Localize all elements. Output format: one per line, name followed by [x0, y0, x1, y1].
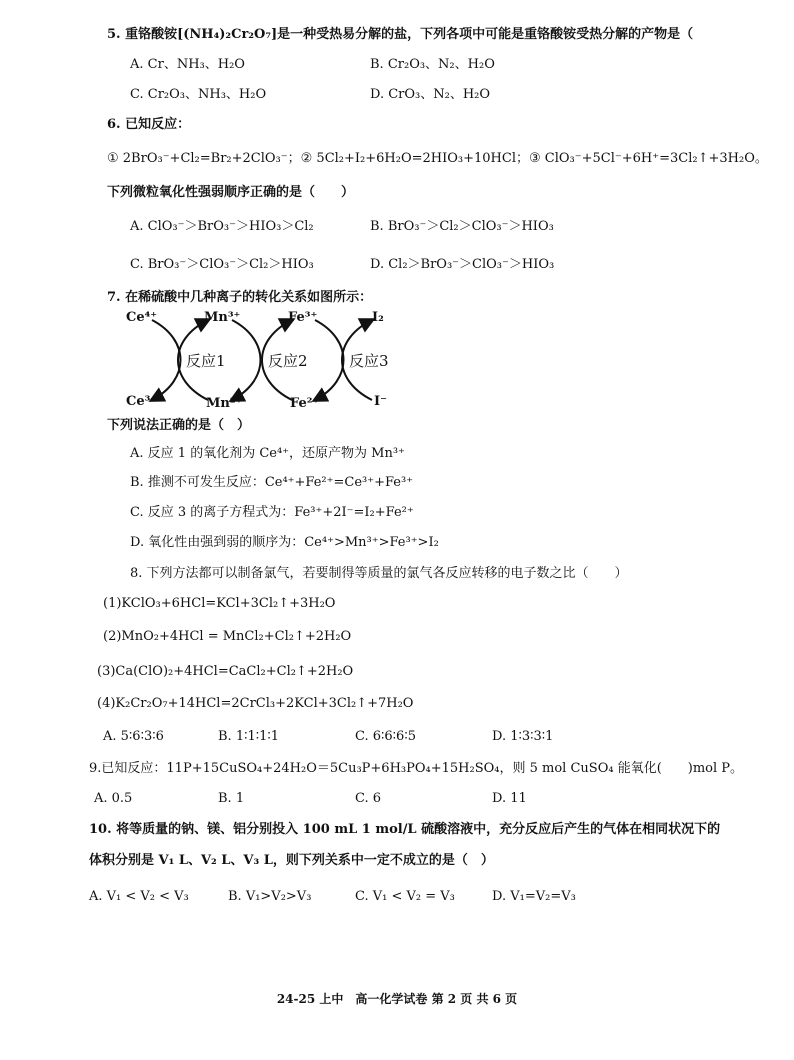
- q9-option-d: D. 11: [492, 791, 527, 806]
- q8-option-a: A. 5∶6∶3∶6: [103, 729, 164, 744]
- arrow-fe3-to-fe2: [315, 320, 344, 400]
- q10-stem-line1: 10. 将等质量的钠、镁、铝分别投入 100 mL 1 mol/L 硫酸溶液中，充分反应后产生的气体在相同状况下的: [89, 822, 721, 837]
- q6-option-c: C. BrO₃⁻＞ClO₃⁻＞Cl₂＞HIO₃: [130, 257, 314, 272]
- arrow-mn3-to-mn2: [232, 320, 261, 400]
- q8-reaction-3: (3)Ca(ClO)₂+4HCl=CaCl₂+Cl₂↑+2H₂O: [97, 664, 354, 679]
- q6-reactions: ① 2BrO₃⁻+Cl₂=Br₂+2ClO₃⁻；② 5Cl₂+I₂+6H₂O=2HIO₃+10HCl；③ ClO₃⁻+5Cl⁻+6H⁺=3Cl₂↑+3H₂O。: [107, 151, 768, 166]
- q8-reaction-1: (1)KClO₃+6HCl=KCl+3Cl₂↑+3H₂O: [103, 596, 336, 611]
- q6-option-d: D. Cl₂＞BrO₃⁻＞ClO₃⁻＞HIO₃: [370, 257, 555, 272]
- q8-option-b: B. 1∶1∶1∶1: [218, 729, 280, 744]
- label-reaction-2: 反应2: [268, 352, 308, 370]
- ion-conversion-diagram: [120, 310, 410, 415]
- q10-option-a: A. V₁ < V₂ < V₃: [89, 889, 189, 904]
- page-footer: 24-25 上中 高一化学试卷 第 2 页 共 6 页: [276, 992, 518, 1006]
- q6-option-a: A. ClO₃⁻＞BrO₃⁻＞HIO₃＞Cl₂: [130, 219, 314, 234]
- q10-option-d: D. V₁=V₂=V₃: [492, 889, 576, 904]
- q6-stem: 6. 已知反应：: [107, 117, 191, 132]
- q7-option-c: C. 反应 3 的离子方程式为：Fe³⁺+2I⁻=I₂+Fe²⁺: [130, 505, 414, 520]
- q7-question: 下列说法正确的是（ ）: [107, 418, 251, 433]
- species-ce3: Ce³⁺: [126, 394, 158, 409]
- species-i-minus: I⁻: [374, 394, 387, 409]
- q8-stem: 8. 下列方法都可以制备氯气，若要制得等质量的氯气各反应转移的电子数之比（ ）: [130, 566, 628, 581]
- q5-option-b: B. Cr₂O₃、N₂、H₂O: [370, 57, 495, 72]
- arrow-ce4-to-ce3: [152, 320, 181, 400]
- q9-stem: 9.已知反应：11P+15CuSO₄+24H₂O＝5Cu₃P+6H₃PO₄+15H₂SO₄，则 5 mol CuSO₄ 能氧化( )mol P。: [89, 761, 744, 776]
- species-ce4: Ce⁴⁺: [126, 310, 158, 325]
- q9-option-a: A. 0.5: [94, 791, 133, 806]
- label-reaction-1: 反应1: [186, 352, 226, 370]
- q7-option-b: B. 推测不可发生反应：Ce⁴⁺+Fe²⁺=Ce³⁺+Fe³⁺: [130, 475, 414, 490]
- q5-option-d: D. CrO₃、N₂、H₂O: [370, 87, 491, 102]
- q10-option-b: B. V₁>V₂>V₃: [228, 889, 312, 904]
- q7-stem: 7. 在稀硫酸中几种离子的转化关系如图所示：: [107, 290, 373, 305]
- q5-option-c: C. Cr₂O₃、NH₃、H₂O: [130, 87, 267, 102]
- q7-option-d: D. 氧化性由强到弱的顺序为：Ce⁴⁺>Mn³⁺>Fe³⁺>I₂: [130, 535, 439, 550]
- species-fe3: Fe³⁺: [288, 310, 318, 325]
- species-mn3: Mn³⁺: [204, 310, 241, 325]
- label-reaction-3: 反应3: [349, 352, 389, 370]
- q8-reaction-2: (2)MnO₂+4HCl = MnCl₂+Cl₂↑+2H₂O: [103, 629, 352, 644]
- q7-option-a: A. 反应 1 的氧化剂为 Ce⁴⁺，还原产物为 Mn³⁺: [130, 446, 405, 461]
- q8-option-d: D. 1∶3∶3∶1: [492, 729, 554, 744]
- species-fe2: Fe²⁺: [290, 396, 320, 411]
- q8-reaction-4: (4)K₂Cr₂O₇+14HCl=2CrCl₃+2KCl+3Cl₂↑+7H₂O: [97, 696, 414, 711]
- species-i2: I₂: [372, 310, 384, 325]
- q5-stem: 5. 重铬酸铵[(NH₄)₂Cr₂O₇]是一种受热易分解的盐，下列各项中可能是重铬酸铵受热分解的产物是（: [107, 27, 694, 42]
- q6-question: 下列微粒氧化性强弱顺序正确的是（ ）: [107, 185, 355, 200]
- q9-option-b: B. 1: [218, 791, 245, 806]
- q6-option-b: B. BrO₃⁻＞Cl₂＞ClO₃⁻＞HIO₃: [370, 219, 554, 234]
- q5-option-a: A. Cr、NH₃、H₂O: [130, 57, 245, 72]
- q9-option-c: C. 6: [355, 791, 382, 806]
- q10-stem-line2: 体积分别是 V₁ L、V₂ L、V₃ L，则下列关系中一定不成立的是（ ）: [89, 853, 494, 868]
- species-mn2: Mn²⁺: [206, 396, 243, 411]
- q10-option-c: C. V₁ < V₂ = V₃: [355, 889, 455, 904]
- q8-option-c: C. 6∶6∶6∶5: [355, 729, 416, 744]
